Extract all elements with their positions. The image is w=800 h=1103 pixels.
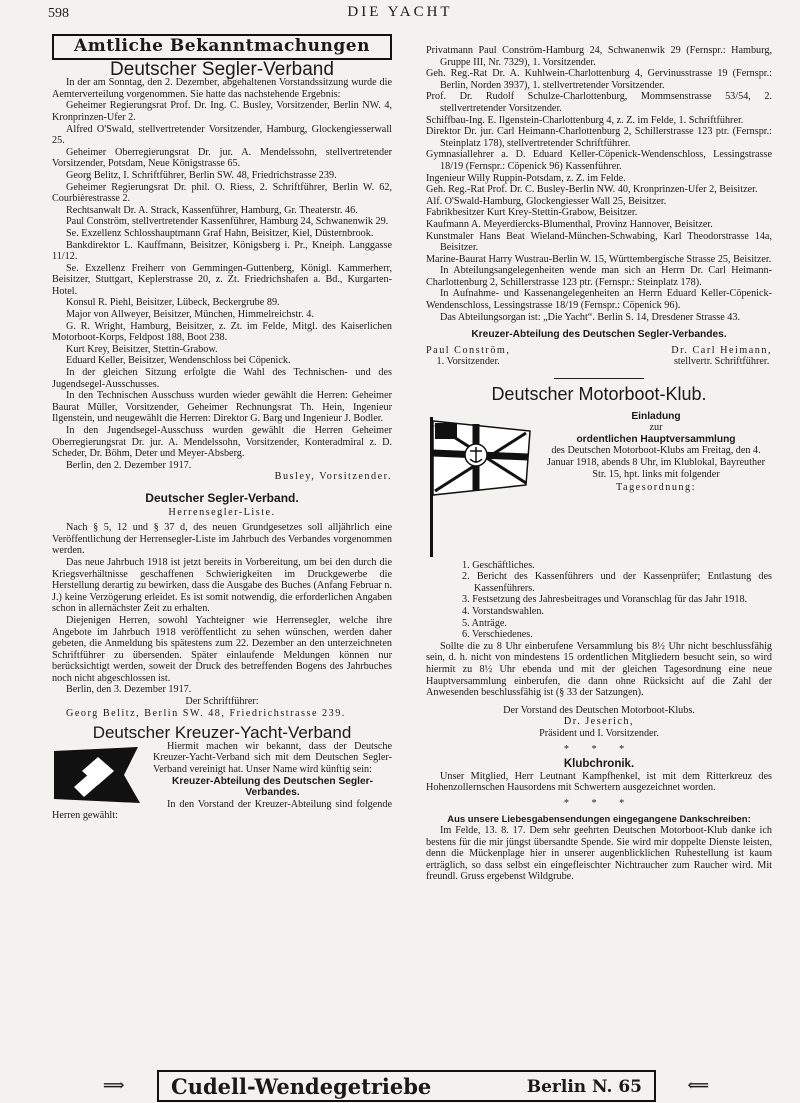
reichskriegsflagge-icon [426, 415, 536, 560]
member-entry: Fabrikbesitzer Kurt Krey-Stettin-Grabow, Beisitzer. [426, 207, 638, 219]
member-entry: Prof. Dr. Rudolf Schulze-Charlottenburg, Mommsenstrasse 53/54, 2. stellvertretender Vorsitzender. [426, 91, 772, 114]
hv-paragraph: des Deutschen Motorboot-Klubs am Freitag, den 4. Januar 1918, abends 8 Uhr, im Klublokal, Bayreuther Str. 15, hpt. links mit folgender [546, 445, 765, 480]
paragraph: Berlin, den 2. Dezember 1917. [66, 459, 192, 471]
ad-box [157, 1070, 656, 1102]
dsv-title: Deutscher Segler-Verband [110, 58, 334, 80]
member-entry: Marine-Baurat Harry Wustrau-Berlin W. 15, Württembergische Strasse 25, Beisitzer. [426, 253, 772, 265]
paragraph: Das Abteilungsorgan ist: „Die Yacht“. Berlin S. 14, Dresdener Strasse 43. [440, 311, 741, 323]
kyv-paragraph-2: In den Vorstand der Kreuzer-Abteilung sind folgende Herren gewählt: [52, 798, 392, 822]
ornament-stars: * * * [563, 743, 635, 755]
paragraph: Bankdirektor L. Kauffmann, Beisitzer, Königsberg i. Pr., Kneiph. Langgasse 11/12. [52, 239, 392, 263]
kyv-new-name: Kreuzer-Abteilung des Deutschen Segler-Verbandes. [172, 775, 373, 799]
kyv-title: Deutscher Kreuzer-Yacht-Verband [92, 723, 352, 743]
hl-signature-role: Der Schriftführer: [185, 696, 259, 708]
page-number: 598 [48, 6, 69, 21]
member-entry: Kaufmann A. Meyerdiercks-Blumenthal, Provinz Hannover, Beisitzer. [426, 218, 713, 230]
agenda-item: 4. Vorstandswahlen. [462, 606, 544, 617]
klubchronik-title: Klubchronik. [563, 758, 635, 771]
journal-title: DIE YACHT [347, 4, 453, 20]
member-entry: Schiffbau-Ing. E. Ilgenstein-Charlottenburg 4, z. Z. im Felde, 1. Schriftführer. [426, 114, 744, 126]
paragraph: Berlin, den 3. Dezember 1917. [66, 684, 192, 696]
herrensegler-subtitle: Herrensegler-Liste. [168, 506, 276, 518]
paragraph: Paul Conström, stellvertretender Kassenführer, Hamburg 24, Schwanenwik 29. [66, 216, 389, 228]
dankschreiben-title: Aus unsere Liebesgabensendungen eingegangene Dankschreiben: [447, 813, 751, 825]
member-entry: Gymnasiallehrer a. D. Eduard Keller-Cöpenick-Wendenschloss, Lessingstrasse 18/19 (Fernspr.: Cöpenick 96) Kassenführer. [426, 149, 772, 172]
praesident-role: Präsident und I. Vorsitzender. [539, 727, 659, 739]
paragraph: In den Technischen Ausschuss wurden wieder gewählt die Herren: Geheimer Baurat Müller, Vorsitzender, Geheimer Rechnungsrat Th. Hein, Ingenieur Ilgenstein, und neugewählt die Herren: Direktor G. Barg und Ingenieur J. Bodler. [52, 390, 392, 425]
paragraph: Geheimer Oberregierungsrat Dr. jur. A. Mendelssohn, stellvertretender Vorsitzender, Potsdam, Neue Königstrasse 65. [52, 146, 392, 170]
agenda-list [426, 560, 772, 641]
jeserich-name: Dr. Jeserich, [563, 716, 635, 728]
right-paragraphs [426, 265, 772, 323]
sig-left-role: 1. Vorsitzender. [436, 356, 500, 368]
paragraph: Nach § 5, 12 und § 37 d, des neuen Grundgesetzes soll alljährlich eine Veröffentlichung der Herrensegler-Liste im Jahrbuch des Verbandes vorgenommen werden. [52, 522, 392, 557]
hv-paragraph-2: Sollte die zu 8 Uhr einberufene Versammlung bis 8½ Uhr nicht beschlussfähig sein, d. h. nicht von mindestens 15 ordentlichen Mitgliedern besucht sein, so wird hiermit zu 8½ Uhr ebenda und mit der gleichen Tagesordnung eine neue Hauptversammlung einberufen, die dann ohne Rücksicht auf die Zahl der Anwesenden beschlussfähig ist (§ 33 der Satzungen). [426, 640, 772, 699]
paragraph: Das neue Jahrbuch 1918 ist jetzt bereits in Vorbereitung, um bei den durch die Kriegsverhältnisse geschaffenen Schwierigkeiten im Druckgewerbe die Herstellung derartig zu bewirken, dass die Ausgabe des Buches (Anfang Februar n. J.) keine Verzögerung erleidet. Es ist somit notwendig, die erforderlichen Angaben schon in allernächster Zeit zu erhalten. [52, 556, 392, 615]
paragraph: In den Jugendsegel-Ausschuss wurden gewählt die Herren Geheimer Oberregierungsrat Dr. jur. A. Mendelssohn, Vorsitzender, Konteradmiral z. D. Scheder, Dr. Böhm, Deter und Meyer-Absberg. [52, 425, 392, 460]
ornament-stars-2: * * * [563, 797, 635, 809]
paragraph: Major von Allweyer, Beisitzer, München, Himmelreichstr. 4. [66, 309, 314, 321]
ad-city: Berlin N. 65 [526, 1077, 642, 1097]
vorstand-line: Der Vorstand des Deutschen Motorboot-Klubs. [503, 704, 695, 716]
sig-left-name: Paul Conström, [426, 344, 511, 356]
agenda-item: 1. Geschäftliches. [462, 559, 535, 571]
dankschreiben-paragraph: Im Felde, 13. 8. 17. Dem sehr geehrten Deutschen Motorboot-Klub danke ich bestens für die mir jüngst übersandte Spende. Sie wird mir doppelte Dienste leisten, denn die Mückenplage hier in unserer augenblicklichen Ruhestellung ist kaum erträglich, so dass selbst ein eingefleischter Nichtraucher zum Raucher wird. Mit freundl. Gruss ergebenst Wildgrube. [426, 825, 772, 883]
paragraph: Geheimer Regierungsrat Prof. Dr. Ing. C. Busley, Vorsitzender, Berlin NW. 4, Kronprinzen-Ufer 2. [52, 100, 392, 123]
einladung-label: Einladung [631, 410, 681, 422]
paragraph: Se. Exzellenz Schlosshauptmann Graf Hahn, Beisitzer, Kiel, Düsternbrook. [66, 227, 374, 239]
herrensegler-title: Deutscher Segler-Verband. [145, 490, 299, 505]
member-entry: Geh. Reg.-Rat Prof. Dr. C. Busley-Berlin NW. 40, Kronprinzen-Ufer 2, Beisitzer. [426, 184, 758, 196]
dsv-paragraphs [52, 77, 392, 471]
paragraph: Diejenigen Herren, sowohl Yachteigner wie Herrensegler, welche ihre Angebote im Jahrbuch 1918 veröffentlicht zu sehen wünschen, werden daher gebeten, die Anmeldung bis spätestens zum 22. Dezember an den unterzeichneten Schriftführer zu übersenden. Später einlaufende Meldungen können nur berücksichtigt werden, soweit der Druck des betreffenden Bogens des Jahrbuches noch nicht abgeschlossen ist. [52, 614, 392, 684]
herrensegler-paragraphs [52, 522, 392, 696]
paragraph: Konsul R. Piehl, Beisitzer, Lübeck, Beckergrube 89. [66, 297, 280, 309]
page-header [0, 4, 800, 24]
paragraph: Kurt Krey, Beisitzer, Stettin-Grabow. [66, 343, 218, 355]
klubchronik-paragraph: Unser Mitglied, Herr Leutnant Kampfhenkel, ist mit dem Ritterkreuz des Hohenzollernschen Hausordens mit Schwertern ausgezeichnet worden. [426, 770, 772, 794]
agenda-item: 5. Anträge. [462, 617, 507, 629]
paragraph: Eduard Keller, Beisitzer, Wendenschloss bei Cöpenick. [66, 355, 291, 367]
kreuzer-flag-icon [52, 743, 147, 808]
kreuzer-signatures [426, 345, 772, 368]
paragraph: In der am Sonntag, den 2. Dezember, abgehaltenen Vorstandssitzung wurde die Aemterverteilung vorgenommen. Sie hatte das nachstehende Ergebnis: [52, 77, 392, 100]
paragraph: In der gleichen Sitzung erfolgte die Wahl des Technischen- und des Jugendsegel-Ausschusses. [52, 367, 392, 390]
member-entry: Geh. Reg.-Rat Dr. A. Kuhlwein-Charlottenburg 4, Gervinusstrasse 19 (Fernspr.: Berlin, Norden 3937), 1. stellvertretender Vorsitzender. [426, 68, 772, 91]
member-entry: Kunstmaler Hans Beat Wieland-München-Schwabing, Karl Theodorstrasse 14a, Beisitzer. [426, 230, 772, 254]
agenda-item: 3. Festsetzung des Jahresbeitrages und Voranschlag für das Jahr 1918. [462, 594, 748, 606]
zur-label: zur [649, 422, 663, 434]
agenda-item: 2. Bericht des Kassenführers und der Kassenprüfer; Entlastung des Kassenführers. [462, 571, 772, 594]
dsv-signature: Busley, Vorsitzender. [274, 471, 392, 483]
ad-brand: Cudell-Wendegetriebe [171, 1074, 432, 1099]
divider [554, 378, 644, 379]
kreuzer-abteilung-title: Kreuzer-Abteilung des Deutschen Segler-Verbandes. [471, 329, 727, 341]
paragraph: Rechtsanwalt Dr. A. Strack, Kassenführer, Hamburg, Gr. Theaterstr. 46. [66, 204, 358, 216]
sig-right-role: stellvertr. Schriftführer. [673, 356, 770, 368]
member-entry: Alf. O'Swald-Hamburg, Glockengiesser Wall 25, Beisitzer. [426, 195, 667, 207]
arrow-right-icon: ⟸ [687, 1078, 709, 1094]
member-list [426, 45, 772, 265]
right-column [426, 45, 772, 883]
dmk-title: Deutscher Motorboot-Klub. [491, 384, 707, 405]
paragraph: Georg Belitz, I. Schriftführer, Berlin SW. 48, Friedrichstrasse 239. [66, 169, 337, 181]
arrow-left-icon: ⟹ [103, 1078, 125, 1094]
footer-advertisement [95, 1070, 715, 1102]
agenda-item: 6. Verschiedenes. [462, 629, 533, 641]
left-column [52, 28, 392, 822]
section-box-title: Amtliche Bekanntmachungen [52, 34, 392, 60]
paragraph: G. R. Wright, Hamburg, Beisitzer, z. Zt. im Felde, Mitgl. des Kaiserlichen Motorboot-Korps, Feldpost 188, Boot 238. [52, 320, 392, 344]
sig-right-name: Dr. Carl Heimann, [671, 344, 772, 356]
hauptversammlung-title: ordentlichen Hauptversammlung [576, 433, 736, 445]
tagesordnung-label: Tagesordnung: [616, 482, 696, 494]
member-entry: Privatmann Paul Conström-Hamburg 24, Schwanenwik 29 (Fernspr.: Hamburg, Gruppe III, Nr. 7329), 1. Vorsitzender. [426, 45, 772, 68]
kyv-paragraph: Hiermit machen wir bekannt, dass der Deutsche Kreuzer-Yacht-Verband sich mit dem Deutschen Segler-Verband vereinigt hat. Unser Name wird künftig sein: [153, 740, 392, 776]
paragraph: In Aufnahme- und Kassenangelegenheiten an Herrn Eduard Keller-Cöpenick-Wendenschloss, Lessingstrasse 18/19 (Fernspr.: Cöpenick 96). [426, 288, 772, 312]
paragraph: Se. Exzellenz Freiherr von Gemmingen-Guttenberg, Königl. Kammerherr, Beisitzer, Stuttgart, Keplerstrasse 20, z. Zt. Friedrichshafen a. Bd., Kurgarten-Hotel. [52, 262, 392, 297]
member-entry: Ingenieur Willy Ruppin-Potsdam, z. Z. im Felde. [426, 172, 626, 184]
member-entry: Direktor Dr. jur. Carl Heimann-Charlottenburg 2, Schillerstrasse 123 ptr. (Fernspr.: Steinplatz 178), stellvertretender Schriftführer. [426, 126, 772, 149]
paragraph: Geheimer Regierungsrat Dr. phil. O. Riess, 2. Schriftführer, Berlin W. 62, Courbièrestrasse 2. [52, 181, 392, 205]
hl-signature-name: Georg Belitz, Berlin SW. 48, Friedrichstrasse 239. [66, 707, 346, 719]
paragraph: In Abteilungsangelegenheiten wende man sich an Herrn Dr. Carl Heimann-Charlottenburg 2, Schillerstrasse 123 ptr. (Fernspr.: Steinplatz 178). [426, 265, 772, 288]
paragraph: Alfred O'Swald, stellvertretender Vorsitzender, Hamburg, Glockengiesserwall 25. [52, 123, 392, 147]
